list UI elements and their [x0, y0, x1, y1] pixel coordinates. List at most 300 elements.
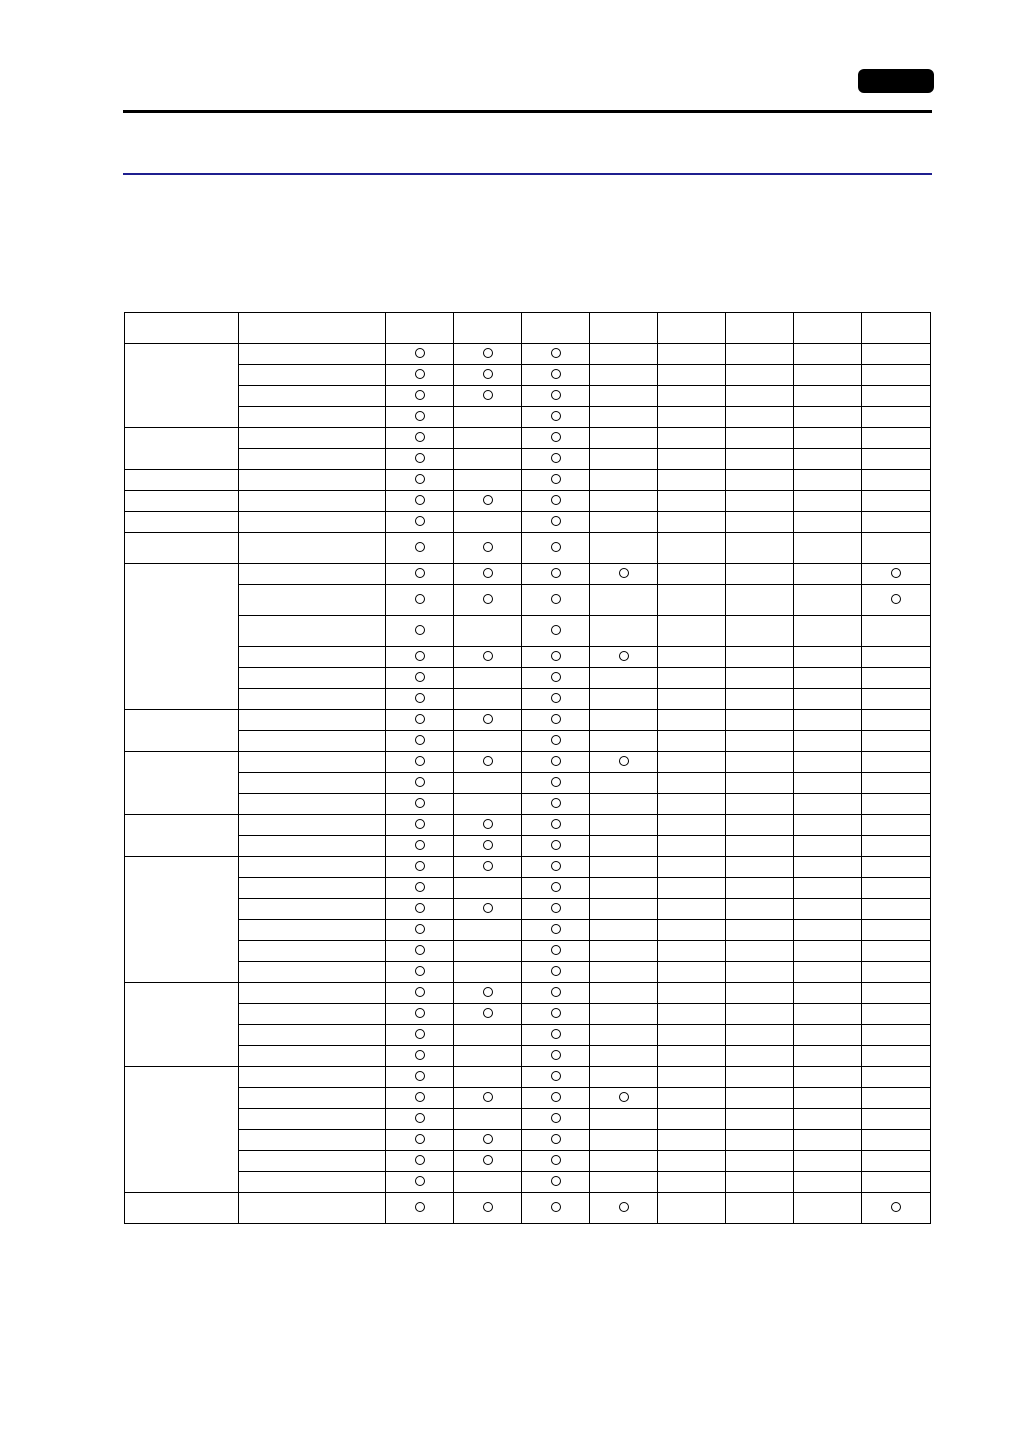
- circle-mark-icon: [483, 1202, 493, 1212]
- mark-cell: [726, 773, 794, 794]
- mark-cell: [386, 1193, 454, 1224]
- table-row: [125, 689, 931, 710]
- mark-cell: [386, 941, 454, 962]
- circle-mark-icon: [551, 987, 561, 997]
- mark-cell: [794, 983, 862, 1004]
- mark-cell: [522, 1151, 590, 1172]
- mark-cell: [522, 794, 590, 815]
- mark-cell: [454, 1088, 522, 1109]
- mark-cell: [862, 962, 931, 983]
- mark-cell: [726, 857, 794, 878]
- mark-cell: [862, 1109, 931, 1130]
- mark-cell: [590, 365, 658, 386]
- mark-cell: [522, 731, 590, 752]
- mark-cell: [794, 1151, 862, 1172]
- mark-cell: [726, 689, 794, 710]
- table-row: [125, 1088, 931, 1109]
- mark-cell: [590, 1151, 658, 1172]
- circle-mark-icon: [551, 453, 561, 463]
- table-row: [125, 962, 931, 983]
- mark-cell: [590, 386, 658, 407]
- row-label-cell: [239, 1046, 386, 1067]
- mark-cell: [590, 920, 658, 941]
- mark-cell: [386, 836, 454, 857]
- mark-cell: [726, 710, 794, 731]
- circle-mark-icon: [551, 1008, 561, 1018]
- mark-cell: [386, 1067, 454, 1088]
- mark-cell: [590, 1067, 658, 1088]
- mark-cell: [794, 815, 862, 836]
- mark-cell: [522, 857, 590, 878]
- mark-cell: [522, 344, 590, 365]
- mark-cell: [794, 616, 862, 647]
- table-row: [125, 1193, 931, 1224]
- mark-cell: [590, 1109, 658, 1130]
- mark-cell: [454, 1193, 522, 1224]
- mark-cell: [794, 512, 862, 533]
- circle-mark-icon: [483, 1134, 493, 1144]
- mark-cell: [386, 878, 454, 899]
- mark-cell: [454, 941, 522, 962]
- table-row: [125, 731, 931, 752]
- mark-cell: [726, 836, 794, 857]
- circle-mark-icon: [415, 882, 425, 892]
- circle-mark-icon: [415, 1029, 425, 1039]
- mark-cell: [386, 815, 454, 836]
- mark-cell: [658, 533, 726, 564]
- circle-mark-icon: [483, 1008, 493, 1018]
- mark-cell: [454, 794, 522, 815]
- table-row: [125, 836, 931, 857]
- header-cell: [726, 313, 794, 344]
- mark-cell: [590, 731, 658, 752]
- mark-cell: [862, 941, 931, 962]
- mark-cell: [794, 878, 862, 899]
- circle-mark-icon: [415, 819, 425, 829]
- mark-cell: [794, 857, 862, 878]
- circle-mark-icon: [891, 568, 901, 578]
- circle-mark-icon: [415, 1008, 425, 1018]
- circle-mark-icon: [483, 861, 493, 871]
- circle-mark-icon: [551, 819, 561, 829]
- mark-cell: [454, 386, 522, 407]
- circle-mark-icon: [551, 369, 561, 379]
- mark-cell: [522, 428, 590, 449]
- table-row: [125, 1046, 931, 1067]
- mark-cell: [658, 1025, 726, 1046]
- mark-cell: [862, 407, 931, 428]
- row-label-cell: [239, 1151, 386, 1172]
- section-rule: [123, 173, 932, 175]
- row-label-cell: [239, 962, 386, 983]
- mark-cell: [794, 1172, 862, 1193]
- mark-cell: [454, 533, 522, 564]
- header-cell: [239, 313, 386, 344]
- mark-cell: [794, 668, 862, 689]
- row-label-cell: [239, 899, 386, 920]
- table-row: [125, 773, 931, 794]
- row-label-cell: [239, 941, 386, 962]
- row-label-cell: [239, 428, 386, 449]
- mark-cell: [862, 1088, 931, 1109]
- mark-cell: [794, 1109, 862, 1130]
- circle-mark-icon: [483, 495, 493, 505]
- mark-cell: [794, 710, 862, 731]
- mark-cell: [590, 878, 658, 899]
- mark-cell: [726, 512, 794, 533]
- mark-cell: [522, 585, 590, 616]
- mark-cell: [862, 983, 931, 1004]
- mark-cell: [794, 731, 862, 752]
- mark-cell: [794, 941, 862, 962]
- circle-mark-icon: [551, 1113, 561, 1123]
- mark-cell: [522, 1193, 590, 1224]
- mark-cell: [386, 344, 454, 365]
- mark-cell: [726, 449, 794, 470]
- row-label-cell: [239, 689, 386, 710]
- circle-mark-icon: [415, 1155, 425, 1165]
- table-row: [125, 752, 931, 773]
- mark-cell: [726, 1067, 794, 1088]
- mark-cell: [794, 1025, 862, 1046]
- header-rule: [123, 110, 932, 113]
- mark-cell: [658, 815, 726, 836]
- mark-cell: [386, 512, 454, 533]
- table-row: [125, 449, 931, 470]
- mark-cell: [454, 512, 522, 533]
- circle-mark-icon: [415, 798, 425, 808]
- mark-cell: [726, 752, 794, 773]
- mark-cell: [862, 533, 931, 564]
- mark-cell: [862, 585, 931, 616]
- mark-cell: [590, 668, 658, 689]
- row-label-cell: [239, 1067, 386, 1088]
- row-label-cell: [239, 857, 386, 878]
- table-row: [125, 815, 931, 836]
- mark-cell: [658, 585, 726, 616]
- mark-cell: [590, 983, 658, 1004]
- circle-mark-icon: [415, 1176, 425, 1186]
- group-label-cell: [125, 512, 239, 533]
- table-row: [125, 710, 931, 731]
- header-cell: [522, 313, 590, 344]
- mark-cell: [658, 365, 726, 386]
- circle-mark-icon: [551, 1071, 561, 1081]
- row-label-cell: [239, 878, 386, 899]
- row-label-cell: [239, 616, 386, 647]
- mark-cell: [454, 449, 522, 470]
- mark-cell: [794, 689, 862, 710]
- mark-cell: [794, 1130, 862, 1151]
- mark-cell: [658, 616, 726, 647]
- circle-mark-icon: [483, 1155, 493, 1165]
- mark-cell: [386, 731, 454, 752]
- mark-cell: [862, 386, 931, 407]
- mark-cell: [522, 1025, 590, 1046]
- circle-mark-icon: [483, 714, 493, 724]
- circle-mark-icon: [415, 987, 425, 997]
- mark-cell: [522, 1067, 590, 1088]
- mark-cell: [658, 1046, 726, 1067]
- mark-cell: [386, 386, 454, 407]
- mark-cell: [726, 491, 794, 512]
- mark-cell: [658, 962, 726, 983]
- mark-cell: [386, 1088, 454, 1109]
- mark-cell: [590, 449, 658, 470]
- mark-cell: [386, 1151, 454, 1172]
- circle-mark-icon: [891, 594, 901, 604]
- mark-cell: [658, 1004, 726, 1025]
- circle-mark-icon: [619, 651, 629, 661]
- mark-cell: [454, 752, 522, 773]
- circle-mark-icon: [415, 1071, 425, 1081]
- mark-cell: [590, 899, 658, 920]
- table-row: [125, 878, 931, 899]
- mark-cell: [794, 794, 862, 815]
- circle-mark-icon: [483, 903, 493, 913]
- circle-mark-icon: [415, 1134, 425, 1144]
- mark-cell: [726, 983, 794, 1004]
- header-cell: [862, 313, 931, 344]
- mark-cell: [454, 428, 522, 449]
- mark-cell: [726, 564, 794, 585]
- mark-cell: [386, 1025, 454, 1046]
- mark-cell: [726, 794, 794, 815]
- row-label-cell: [239, 491, 386, 512]
- mark-cell: [794, 752, 862, 773]
- mark-cell: [454, 1067, 522, 1088]
- mark-cell: [386, 365, 454, 386]
- circle-mark-icon: [551, 840, 561, 850]
- mark-cell: [726, 470, 794, 491]
- circle-mark-icon: [483, 651, 493, 661]
- circle-mark-icon: [551, 348, 561, 358]
- row-label-cell: [239, 1025, 386, 1046]
- group-label-cell: [125, 491, 239, 512]
- circle-mark-icon: [551, 714, 561, 724]
- circle-mark-icon: [551, 1050, 561, 1060]
- circle-mark-icon: [551, 1029, 561, 1039]
- mark-cell: [590, 616, 658, 647]
- mark-cell: [590, 710, 658, 731]
- mark-cell: [658, 689, 726, 710]
- mark-cell: [386, 1109, 454, 1130]
- mark-cell: [658, 564, 726, 585]
- mark-cell: [522, 533, 590, 564]
- mark-cell: [726, 533, 794, 564]
- mark-cell: [794, 344, 862, 365]
- group-label-cell: [125, 815, 239, 857]
- group-label-cell: [125, 533, 239, 564]
- mark-cell: [658, 983, 726, 1004]
- mark-cell: [726, 1088, 794, 1109]
- header-cell: [794, 313, 862, 344]
- mark-cell: [522, 899, 590, 920]
- table-row: [125, 470, 931, 491]
- mark-cell: [726, 1046, 794, 1067]
- circle-mark-icon: [415, 369, 425, 379]
- mark-cell: [726, 1151, 794, 1172]
- mark-cell: [590, 941, 658, 962]
- mark-cell: [726, 428, 794, 449]
- mark-cell: [794, 899, 862, 920]
- row-label-cell: [239, 731, 386, 752]
- circle-mark-icon: [483, 756, 493, 766]
- mark-cell: [794, 449, 862, 470]
- table-row: [125, 564, 931, 585]
- circle-mark-icon: [483, 390, 493, 400]
- mark-cell: [590, 1172, 658, 1193]
- mark-cell: [794, 533, 862, 564]
- circle-mark-icon: [551, 390, 561, 400]
- mark-cell: [522, 616, 590, 647]
- circle-mark-icon: [415, 453, 425, 463]
- circle-mark-icon: [619, 1092, 629, 1102]
- circle-mark-icon: [551, 756, 561, 766]
- mark-cell: [726, 899, 794, 920]
- mark-cell: [386, 616, 454, 647]
- mark-cell: [590, 1088, 658, 1109]
- circle-mark-icon: [483, 987, 493, 997]
- circle-mark-icon: [551, 625, 561, 635]
- mark-cell: [794, 386, 862, 407]
- circle-mark-icon: [483, 1092, 493, 1102]
- row-label-cell: [239, 470, 386, 491]
- mark-cell: [454, 407, 522, 428]
- mark-cell: [522, 962, 590, 983]
- row-label-cell: [239, 1193, 386, 1224]
- circle-mark-icon: [415, 903, 425, 913]
- circle-mark-icon: [891, 1202, 901, 1212]
- mark-cell: [658, 512, 726, 533]
- mark-cell: [862, 1067, 931, 1088]
- mark-cell: [862, 428, 931, 449]
- compatibility-table: [124, 312, 931, 1224]
- table-row: [125, 1025, 931, 1046]
- circle-mark-icon: [415, 714, 425, 724]
- mark-cell: [658, 773, 726, 794]
- mark-cell: [862, 365, 931, 386]
- circle-mark-icon: [551, 672, 561, 682]
- row-label-cell: [239, 920, 386, 941]
- mark-cell: [590, 470, 658, 491]
- mark-cell: [454, 1151, 522, 1172]
- chapter-tab-badge: [858, 69, 934, 93]
- mark-cell: [862, 920, 931, 941]
- table-row: [125, 920, 931, 941]
- group-label-cell: [125, 428, 239, 470]
- mark-cell: [522, 365, 590, 386]
- circle-mark-icon: [551, 411, 561, 421]
- mark-cell: [590, 512, 658, 533]
- mark-cell: [454, 1130, 522, 1151]
- mark-cell: [726, 647, 794, 668]
- circle-mark-icon: [483, 542, 493, 552]
- circle-mark-icon: [551, 495, 561, 505]
- circle-mark-icon: [483, 840, 493, 850]
- mark-cell: [522, 815, 590, 836]
- row-label-cell: [239, 344, 386, 365]
- mark-cell: [522, 647, 590, 668]
- mark-cell: [794, 564, 862, 585]
- mark-cell: [522, 407, 590, 428]
- mark-cell: [386, 1130, 454, 1151]
- table-row: [125, 1151, 931, 1172]
- mark-cell: [862, 1151, 931, 1172]
- mark-cell: [454, 470, 522, 491]
- mark-cell: [522, 1172, 590, 1193]
- table-row: [125, 647, 931, 668]
- table-row: [125, 491, 931, 512]
- circle-mark-icon: [415, 390, 425, 400]
- mark-cell: [658, 491, 726, 512]
- circle-mark-icon: [551, 1134, 561, 1144]
- table-row: [125, 983, 931, 1004]
- group-label-cell: [125, 564, 239, 710]
- mark-cell: [862, 731, 931, 752]
- circle-mark-icon: [415, 474, 425, 484]
- circle-mark-icon: [551, 924, 561, 934]
- mark-cell: [590, 1130, 658, 1151]
- table-row: [125, 407, 931, 428]
- mark-cell: [794, 585, 862, 616]
- mark-cell: [862, 668, 931, 689]
- mark-cell: [590, 585, 658, 616]
- table-row: [125, 1130, 931, 1151]
- circle-mark-icon: [415, 777, 425, 787]
- circle-mark-icon: [551, 432, 561, 442]
- mark-cell: [794, 920, 862, 941]
- mark-cell: [862, 470, 931, 491]
- circle-mark-icon: [483, 568, 493, 578]
- mark-cell: [726, 616, 794, 647]
- row-label-cell: [239, 815, 386, 836]
- mark-cell: [590, 564, 658, 585]
- mark-cell: [590, 344, 658, 365]
- row-label-cell: [239, 365, 386, 386]
- mark-cell: [454, 773, 522, 794]
- circle-mark-icon: [415, 411, 425, 421]
- mark-cell: [794, 407, 862, 428]
- mark-cell: [862, 1025, 931, 1046]
- mark-cell: [658, 647, 726, 668]
- row-label-cell: [239, 836, 386, 857]
- mark-cell: [862, 491, 931, 512]
- mark-cell: [386, 585, 454, 616]
- row-label-cell: [239, 1088, 386, 1109]
- group-label-cell: [125, 1193, 239, 1224]
- mark-cell: [454, 585, 522, 616]
- mark-cell: [794, 1193, 862, 1224]
- circle-mark-icon: [415, 495, 425, 505]
- mark-cell: [794, 491, 862, 512]
- mark-cell: [590, 1004, 658, 1025]
- group-label-cell: [125, 710, 239, 752]
- circle-mark-icon: [551, 474, 561, 484]
- mark-cell: [726, 1025, 794, 1046]
- mark-cell: [454, 1004, 522, 1025]
- mark-cell: [658, 428, 726, 449]
- mark-cell: [386, 899, 454, 920]
- circle-mark-icon: [415, 625, 425, 635]
- mark-cell: [522, 1109, 590, 1130]
- circle-mark-icon: [551, 651, 561, 661]
- mark-cell: [454, 365, 522, 386]
- mark-cell: [794, 836, 862, 857]
- mark-cell: [386, 564, 454, 585]
- mark-cell: [726, 386, 794, 407]
- circle-mark-icon: [551, 735, 561, 745]
